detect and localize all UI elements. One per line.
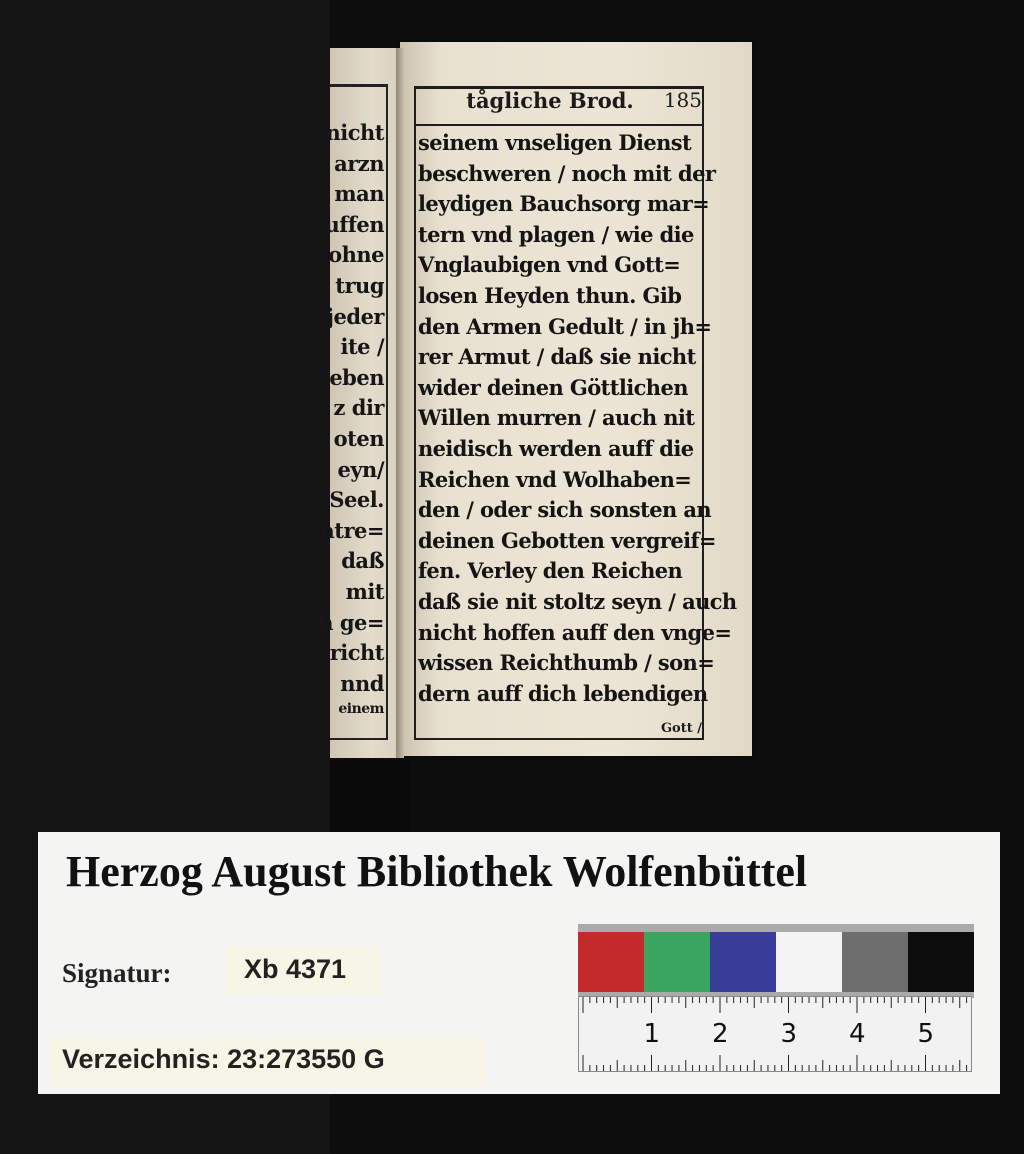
page-number: 185 [663, 88, 702, 112]
color-swatch [776, 932, 842, 992]
text-line: fen. Verley den Reichen [418, 558, 683, 584]
text-line: dern auff dich lebendigen [418, 680, 708, 706]
ruler-label: 5 [917, 1019, 935, 1049]
left-text-fragment: ite / [340, 334, 384, 360]
ruler-label: 3 [780, 1019, 798, 1049]
text-line: wider deinen Göttlichen [418, 374, 688, 400]
text-line: den Armen Gedult / in jh= [418, 313, 712, 339]
left-text-fragment: eyn/ [337, 456, 384, 482]
text-line: Reichen vnd Wolhaben= [418, 466, 692, 492]
page-frame-bottom [414, 738, 704, 740]
ruler-label: 4 [849, 1019, 866, 1049]
verzeichnis-box [50, 1038, 486, 1086]
left-page-side-rule [386, 84, 388, 740]
left-text-fragment: mit [345, 579, 384, 604]
text-line: den / oder sich sonsten an [418, 497, 712, 523]
text-line: wissen Reichthumb / son= [418, 650, 715, 676]
left-text-fragment: einem [338, 701, 384, 718]
dark-background-middle [330, 760, 410, 840]
library-name: Herzog August Bibliothek Wolfenbüttel [66, 847, 808, 896]
ruler-label: 2 [712, 1019, 729, 1049]
ruler-ticks [579, 997, 971, 1071]
page-frame-header-rule [414, 124, 704, 126]
color-swatch [908, 932, 974, 992]
color-swatch [710, 932, 776, 992]
text-line: leydigen Bauchsorg mar= [418, 191, 710, 217]
page-frame-left [414, 86, 416, 740]
text-line: tern vnd plagen / wie die [418, 221, 694, 247]
color-calibration-strip [578, 924, 974, 998]
left-text-fragment: richt [329, 640, 384, 666]
color-swatch [578, 932, 644, 992]
catchword: Gott / [660, 721, 702, 736]
text-line: losen Heyden thun. Gib [418, 282, 682, 308]
left-text-fragment: z dir [333, 395, 384, 421]
signatur-value: Xb 4371 [244, 954, 347, 984]
page-body-text [418, 128, 737, 709]
book-gutter [396, 48, 404, 758]
left-text-fragment: nnd [340, 670, 384, 696]
verzeichnis-text: Verzeichnis: 23:273550 G [62, 1044, 385, 1074]
left-page-bottom-rule [330, 738, 388, 740]
left-text-fragment: jeder [326, 303, 384, 329]
left-text-fragment: nicht [325, 120, 384, 145]
text-line: seinem vnseligen Dienst [418, 130, 692, 155]
left-page-fragment [318, 48, 400, 758]
right-page [400, 42, 752, 756]
left-page-top-rule [330, 84, 388, 87]
left-text-fragment: ohne [328, 242, 384, 268]
text-line: deinen Gebotten vergreif= [418, 527, 716, 553]
left-text-fragment: Seel. [329, 487, 384, 513]
color-swatch [644, 932, 710, 992]
ruler-label: 1 [643, 1019, 661, 1049]
signatur-label: Signatur: [62, 958, 172, 988]
left-text-fragment: trug [335, 273, 384, 298]
text-line: beschweren / noch mit der [418, 160, 716, 186]
text-line: daß sie nit stoltz seyn / auch [418, 588, 737, 614]
text-line: neidisch werden auff die [418, 435, 694, 461]
text-line: rer Armut / daß sie nicht [418, 344, 696, 370]
library-card [38, 832, 1000, 1094]
left-text-fragment: oten [333, 426, 384, 451]
left-text-fragment: atre= [321, 517, 384, 543]
text-line: Vnglaubigen vnd Gott= [418, 252, 681, 278]
left-text-fragment: h ge= [318, 609, 384, 635]
running-header: tågliche Brod. [466, 88, 634, 113]
color-swatch [842, 932, 908, 992]
left-text-fragment: uffen [324, 211, 384, 237]
text-line: nicht hoffen auff den vnge= [418, 619, 732, 645]
left-text-fragment: arzn [334, 150, 384, 176]
text-line: Willen murren / auch nit [418, 405, 695, 431]
signatur-box [226, 948, 380, 994]
left-text-fragment: daß [341, 548, 384, 574]
measurement-ruler [578, 996, 972, 1072]
left-text-fragment: man [334, 181, 384, 207]
left-text-fragment: eben [329, 364, 384, 390]
